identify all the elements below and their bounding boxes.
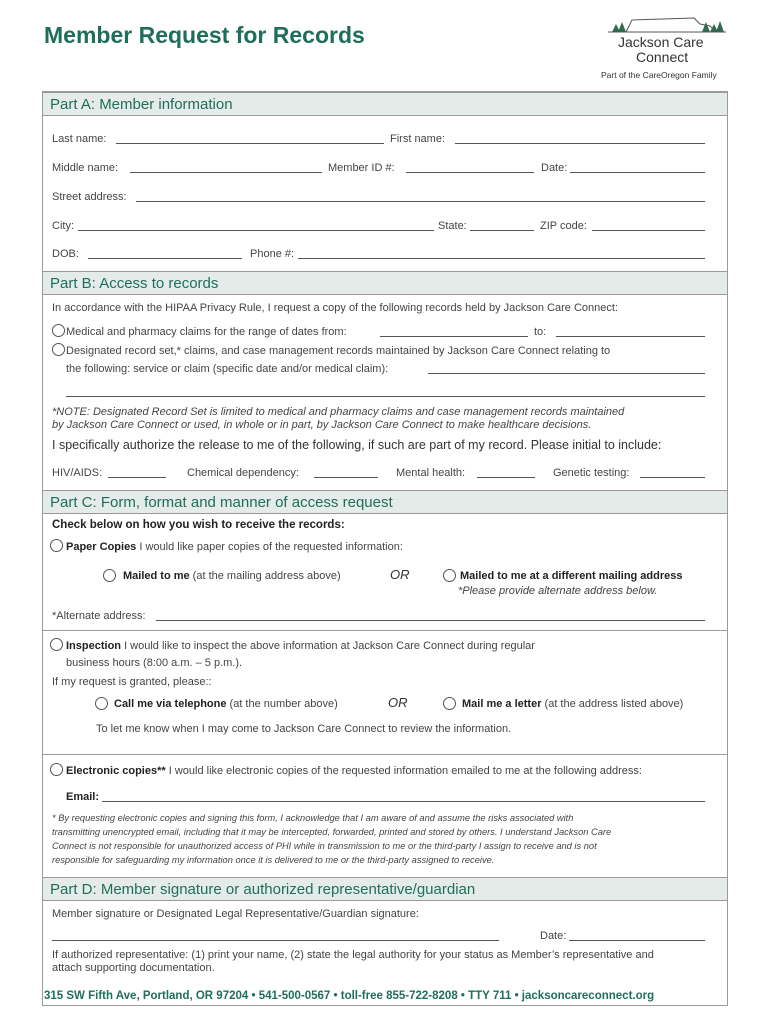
paper-copies-radio[interactable]: [50, 539, 63, 552]
part-c-heading: Part C: Form, format and manner of access request: [50, 494, 393, 511]
let-me-know-text: To let me know when I may come to Jackson Care Connect to review the information.: [96, 723, 512, 735]
first-name-field[interactable]: [455, 143, 705, 144]
footer-contact: 315 SW Fifth Ave, Portland, OR 97204 • 541-500-0567 • toll-free 855-722-8208 • TTY 711 • jacksoncareconnect.org: [44, 990, 655, 1002]
phone-field[interactable]: [298, 258, 705, 259]
part-d-heading: Part D: Member signature or authorized representative/guardian: [50, 881, 476, 898]
designated-record-cont: the following: service or claim (specific date and/or medical claim):: [66, 363, 389, 375]
genetic-label: Genetic testing:: [553, 467, 630, 479]
or-text-1: OR: [390, 567, 410, 582]
mail-letter-desc: (at the address listed above): [541, 698, 684, 710]
dob-field[interactable]: [88, 258, 242, 259]
dob-label: DOB:: [52, 248, 79, 260]
date-field-d[interactable]: [569, 940, 705, 941]
genetic-initial-field[interactable]: [640, 477, 705, 478]
auth-rep-line-2: attach supporting documentation.: [52, 962, 215, 974]
part-b-header: [43, 271, 727, 295]
mail-letter-radio[interactable]: [443, 697, 456, 710]
zip-field[interactable]: [592, 230, 705, 231]
mailed-different-note: *Please provide alternate address below.: [458, 585, 658, 597]
member-id-label: Member ID #:: [328, 162, 395, 174]
disclaimer-line-2: transmitting unencrypted email, including that it may be intercepted, forwarded, printed and stored by others. I understand Jackson Care: [52, 827, 612, 837]
claims-date-range-label: Medical and pharmacy claims for the range of dates from:: [66, 326, 347, 338]
alt-address-label: *Alternate address:: [52, 610, 146, 622]
part-d-header: [43, 877, 727, 901]
last-name-label: Last name:: [52, 133, 107, 145]
designated-record-label: Designated record set,* claims, and case management records maintained by Jackson Care Connect relating to: [66, 345, 611, 357]
if-granted-text: If my request is granted, please::: [52, 676, 212, 688]
electronic-copies-desc: I would like electronic copies of the requested information emailed to me at the following address:: [165, 765, 642, 777]
check-below-text: Check below on how you wish to receive the records:: [52, 519, 345, 531]
mental-initial-field[interactable]: [477, 477, 535, 478]
divider-2: [43, 754, 727, 755]
mailed-to-me-text: [123, 570, 341, 582]
date-label-d: Date:: [540, 930, 567, 942]
auth-rep-line-1: If authorized representative: (1) print your name, (2) state the legal authority for your status as Member’s representative and: [52, 949, 654, 961]
page-title: Member Request for Records: [44, 22, 365, 48]
part-b-heading: Part B: Access to records: [50, 275, 219, 292]
street-address-label: Street address:: [52, 191, 127, 203]
alt-address-field[interactable]: [156, 620, 705, 621]
first-name-label: First name:: [390, 133, 446, 145]
city-field[interactable]: [78, 230, 434, 231]
phone-label: Phone #:: [250, 248, 295, 260]
hiv-label: HIV/AIDS:: [52, 467, 103, 479]
service-claim-field[interactable]: [428, 373, 705, 374]
part-a-heading: Part A: Member information: [50, 96, 233, 113]
mailed-different-label: Mailed to me at a different mailing address: [460, 570, 683, 582]
claims-to-label: to:: [534, 326, 547, 338]
note-line-2: by Jackson Care Connect or used, in whole or in part, by Jackson Care Connect to make healthcare decisions.: [52, 419, 592, 431]
email-label: Email:: [66, 791, 100, 803]
designated-record-radio[interactable]: [52, 343, 65, 356]
member-id-field[interactable]: [406, 172, 534, 173]
logo-text-line2: Connect: [636, 49, 689, 65]
inspection-desc: I would like to inspect the above information at Jackson Care Connect during regular: [121, 640, 535, 652]
or-text-2: OR: [388, 695, 408, 710]
street-address-field[interactable]: [136, 201, 705, 202]
hiv-initial-field[interactable]: [108, 477, 166, 478]
disclaimer-line-3: Connect is not responsible for unauthorized access of PHI while in transmission to me or the third-party I assign to receive and is not: [52, 841, 597, 851]
hipaa-intro: In accordance with the HIPAA Privacy Rule, I request a copy of the following records held by Jackson Care Connect:: [52, 302, 618, 314]
inspection-text: [66, 640, 535, 652]
mental-label: Mental health:: [396, 467, 466, 479]
mailed-different-radio[interactable]: [443, 569, 456, 582]
middle-name-field[interactable]: [130, 172, 322, 173]
signature-field[interactable]: [52, 940, 499, 941]
mailed-to-me-radio[interactable]: [103, 569, 116, 582]
state-label: State:: [438, 220, 467, 232]
service-claim-field-2[interactable]: [66, 396, 705, 397]
call-telephone-radio[interactable]: [95, 697, 108, 710]
electronic-copies-label: Electronic copies**: [66, 765, 166, 777]
paper-copies-label: Paper Copies: [66, 541, 137, 553]
middle-name-label: Middle name:: [52, 162, 119, 174]
date-label-a: Date:: [541, 162, 568, 174]
part-c-header: [43, 490, 727, 514]
mailed-to-me-desc: (at the mailing address above): [189, 570, 341, 582]
state-field[interactable]: [470, 230, 534, 231]
chemical-label: Chemical dependency:: [187, 467, 299, 479]
inspection-cont: business hours (8:00 a.m. – 5 p.m.).: [66, 657, 243, 669]
chemical-initial-field[interactable]: [314, 477, 378, 478]
claims-from-field[interactable]: [380, 336, 528, 337]
call-telephone-desc: (at the number above): [226, 698, 338, 710]
signature-label: Member signature or Designated Legal Representative/Guardian signature:: [52, 908, 419, 920]
divider-1: [43, 630, 727, 631]
inspection-radio[interactable]: [50, 638, 63, 651]
part-a-header: [43, 92, 727, 116]
disclaimer-line-1: * By requesting electronic copies and signing this form, I acknowledge that I am aware of and assume the risks associated with: [52, 813, 574, 823]
zip-label: ZIP code:: [540, 220, 587, 232]
note-line-1: *NOTE: Designated Record Set is limited to medical and pharmacy claims and case management records maintained: [52, 406, 625, 418]
electronic-copies-text: [66, 765, 642, 777]
date-field-a[interactable]: [570, 172, 705, 173]
email-field[interactable]: [102, 801, 705, 802]
inspection-label: Inspection: [66, 640, 122, 652]
disclaimer-line-4: responsible for safeguarding my information once it is delivered to me or the third-party assigned to receive.: [52, 855, 495, 865]
mailed-to-me-label: Mailed to me: [123, 570, 190, 582]
paper-copies-desc: I would like paper copies of the requested information:: [136, 541, 403, 553]
authorize-text: I specifically authorize the release to me of the following, if such are part of my record. Please initial to include:: [52, 438, 662, 452]
claims-to-field[interactable]: [556, 336, 705, 337]
last-name-field[interactable]: [116, 143, 384, 144]
mail-letter-text: [462, 698, 683, 710]
logo-text-line1: Jackson Care: [618, 34, 704, 50]
electronic-copies-radio[interactable]: [50, 763, 63, 776]
mail-letter-label: Mail me a letter: [462, 698, 542, 710]
claims-date-range-radio[interactable]: [52, 324, 65, 337]
call-telephone-label: Call me via telephone: [114, 698, 227, 710]
city-label: City:: [52, 220, 74, 232]
logo-tagline: Part of the CareOregon Family: [601, 70, 717, 80]
call-telephone-text: [114, 698, 338, 710]
paper-copies-text: [66, 541, 403, 553]
